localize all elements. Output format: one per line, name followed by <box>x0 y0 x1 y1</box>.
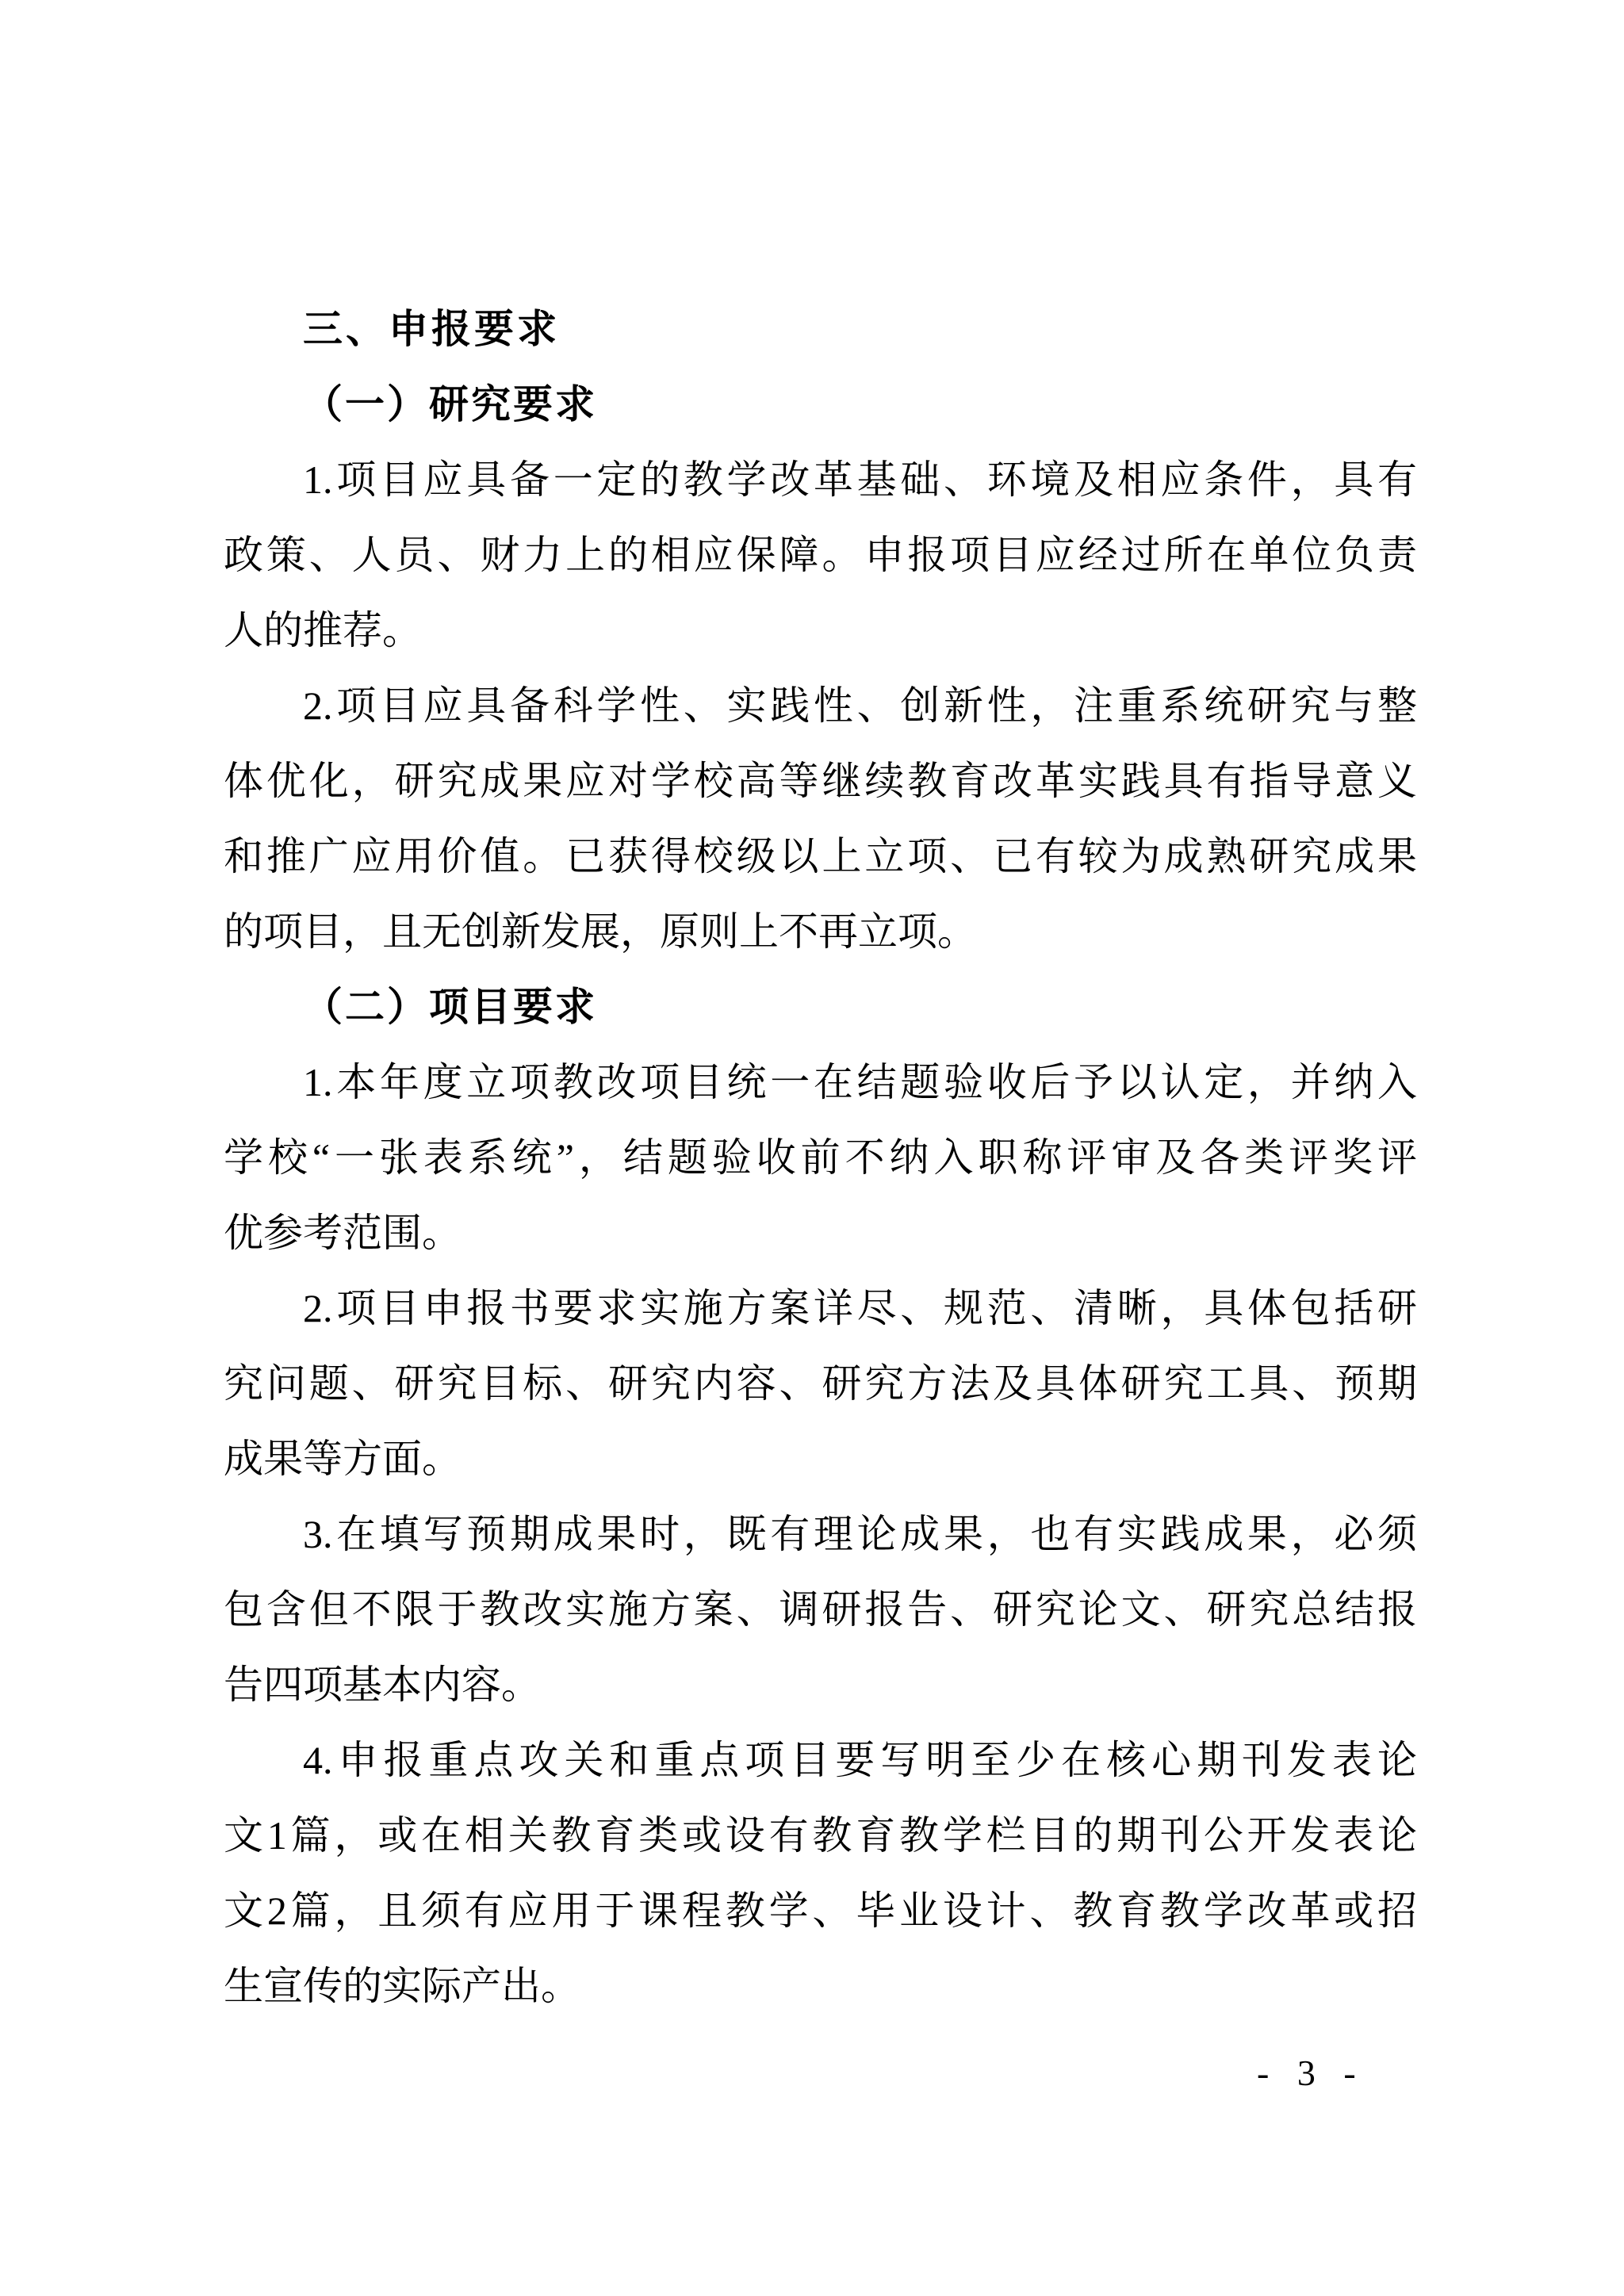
paragraph <box>224 1271 1417 1497</box>
paragraph <box>224 1497 1417 1723</box>
text-line: 政策、人员、财力上的相应保障。申报项目应经过所在单位负责 <box>224 533 1417 577</box>
text-line: 文2篇，且须有应用于课程教学、毕业设计、教育教学改革或招 <box>224 1888 1417 1933</box>
text-line: 优参考范围。 <box>224 1211 462 1255</box>
subsection-heading: （一）研究要求 <box>303 382 597 427</box>
paragraph <box>224 1723 1417 2024</box>
text-line: 1.本年度立项教改项目统一在结题验收后予以认定，并纳入 <box>303 1060 1417 1104</box>
subsection-heading: （二）项目要求 <box>303 985 597 1029</box>
text-line: 文1篇，或在相关教育类或设有教育教学栏目的期刊公开发表论 <box>224 1813 1417 1858</box>
text-line: 告四项基本内容。 <box>224 1663 541 1707</box>
text-line: 人的推荐。 <box>224 608 422 652</box>
text-line: 究问题、研究目标、研究内容、研究方法及具体研究工具、预期 <box>224 1361 1417 1406</box>
text-line: 和推广应用价值。已获得校级以上立项、已有较为成熟研究成果 <box>224 834 1417 878</box>
paragraph <box>224 1045 1417 1271</box>
page-number: - 3 - <box>1257 2053 1365 2093</box>
text-line: 学校“一张表系统”，结题验收前不纳入职称评审及各类评奖评 <box>224 1135 1417 1180</box>
paragraph <box>224 442 1417 668</box>
text-line: 包含但不限于教改实施方案、调研报告、研究论文、研究总结报 <box>224 1587 1417 1632</box>
text-line: 2.项目申报书要求实施方案详尽、规范、清晰，具体包括研 <box>303 1286 1417 1330</box>
text-line: 生宣传的实际产出。 <box>224 1964 580 2008</box>
text-line: 的项目，且无创新发展，原则上不再立项。 <box>224 909 977 954</box>
text-line: 成果等方面。 <box>224 1437 462 1481</box>
document-content <box>224 292 1417 2024</box>
text-line: 体优化，研究成果应对学校高等继续教育改革实践具有指导意义 <box>224 759 1417 803</box>
section-heading: 三、申报要求 <box>303 307 560 351</box>
text-line: 4.申报重点攻关和重点项目要写明至少在核心期刊发表论 <box>303 1738 1417 1782</box>
text-line: 1.项目应具备一定的教学改革基础、环境及相应条件，具有 <box>303 457 1417 502</box>
text-line: 3.在填写预期成果时，既有理论成果，也有实践成果，必须 <box>303 1512 1417 1556</box>
paragraph <box>224 668 1417 970</box>
text-line: 2.项目应具备科学性、实践性、创新性，注重系统研究与整 <box>303 683 1417 728</box>
